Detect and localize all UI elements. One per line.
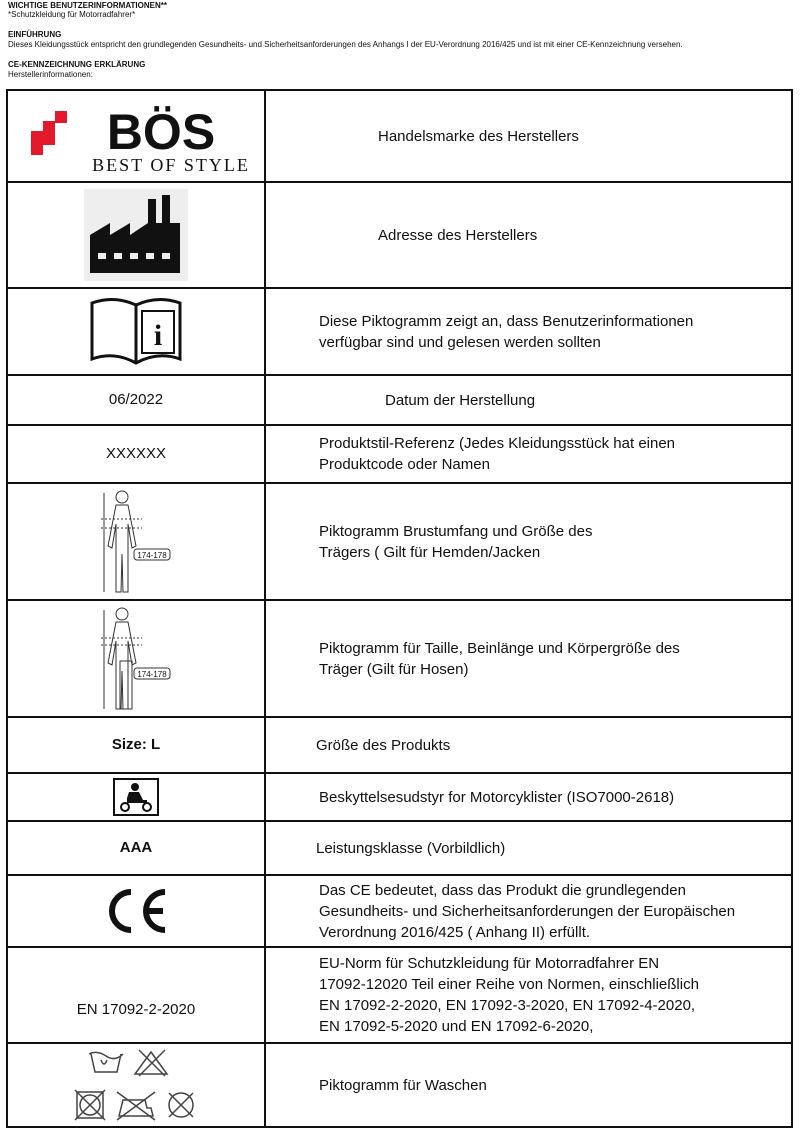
wash-cell [7, 1043, 265, 1127]
row-description-line: EU-Norm für Schutzkleidung für Motorradfahrer EN [319, 955, 660, 972]
row-description-line: Trägers ( Gilt für Hemden/Jacken [319, 543, 541, 561]
table-row [7, 947, 792, 1043]
motorcycle-cell [7, 773, 265, 821]
factory-cell [7, 182, 265, 288]
row-description-line: Gesundheits- und Sicherheitsanforderungen der Europäischen [319, 902, 736, 920]
row-description-line: EN 17092-5-2020 und EN 17092-6-2020, [319, 1018, 594, 1035]
svg-text:i: i [153, 318, 163, 352]
row-description: Größe des Produkts [265, 717, 792, 773]
row-description: Piktogramm für Waschen [265, 1043, 792, 1127]
table-row [7, 600, 792, 717]
intro-heading: EINFÜHRUNG [8, 30, 62, 39]
row-description: Datum der Herstellung [265, 375, 792, 425]
bos-logo [21, 99, 251, 173]
row-description-line: Diese Piktogramm zeigt an, dass Benutzerinformationen [319, 312, 694, 330]
norm-cell [7, 947, 265, 1043]
ce-heading: CE-KENNZEICHNUNG ERKLÄRUNG [8, 60, 146, 69]
wash-symbols-icon [71, 1048, 201, 1122]
en-norm: EN 17092-2-2020 [76, 1001, 196, 1018]
waist-size-pictogram [96, 605, 176, 713]
logo-tagline: BEST OF STYLE [92, 155, 250, 173]
row-description: Beskyttelsesudstyr for Motorcyklister (ISO7000-2618) [265, 773, 792, 821]
product-size: Size: L [111, 736, 161, 753]
row-description [265, 947, 792, 1043]
row-description: Leistungsklasse (Vorbildlich) [265, 821, 792, 875]
table-row [7, 773, 792, 821]
doc-title: WICHTIGE BENUTZERINFORMATIONEN** [8, 1, 167, 10]
table-row [7, 821, 792, 875]
manufacturer-info-label: Herstellerinformationen: [8, 70, 93, 79]
table-row [7, 875, 792, 947]
body-height-label: 174-178 [137, 550, 167, 560]
factory-icon [84, 189, 188, 281]
row-description-line: EN 17092-2-2020, EN 17092-3-2020, EN 17092-4-2020, [319, 997, 696, 1014]
performance-class: AAA [119, 839, 153, 856]
row-description-line: Das CE bedeutet, dass das Produkt die grundlegenden [319, 881, 686, 899]
class-cell [7, 821, 265, 875]
row-description-line: verfügbar sind und gelesen werden sollten [319, 333, 601, 351]
row-description [265, 288, 792, 375]
table-row [7, 1043, 792, 1127]
info-book-icon [88, 295, 184, 369]
row-description [265, 483, 792, 600]
row-description [265, 425, 792, 483]
waist-pictogram-cell [7, 600, 265, 717]
row-description-line: Piktogramm Brustumfang und Größe des [319, 522, 593, 540]
table-row [7, 425, 792, 483]
table-row [7, 717, 792, 773]
chest-size-pictogram [96, 488, 176, 596]
date-cell [7, 375, 265, 425]
manufacture-date: 06/2022 [108, 391, 164, 408]
style-reference: XXXXXX [105, 445, 167, 462]
reference-cell [7, 425, 265, 483]
row-description-line: 17092-12020 Teil einer Reihe von Normen, einschließlich [319, 976, 699, 993]
ce-mark-icon [103, 888, 169, 934]
row-description: Handelsmarke des Herstellers [265, 90, 792, 182]
ce-cell [7, 875, 265, 947]
logo-cell [7, 90, 265, 182]
row-description-line: Piktogramm für Taille, Beinlänge und Körpergröße des [319, 639, 680, 657]
doc-subtitle: *Schutzkleidung für Motorradfahrer* [8, 10, 136, 19]
table-row [7, 288, 792, 375]
ce-marking-table [6, 89, 793, 1128]
table-row [7, 483, 792, 600]
row-description-line: Produktcode oder Namen [319, 456, 490, 473]
row-description: Adresse des Herstellers [265, 182, 792, 288]
row-description-line: Produktstil-Referenz (Jedes Kleidungsstück hat einen [319, 435, 676, 452]
size-cell [7, 717, 265, 773]
intro-text: Dieses Kleidungsstück entspricht den grundlegenden Gesundheits- und Sicherheitsanforderungen des Anhangs I der EU-Verordnung 2016/425 und ist mit einer CE-Kennzeichnung versehen. [8, 40, 683, 49]
table-row [7, 182, 792, 288]
chest-pictogram-cell [7, 483, 265, 600]
row-description [265, 600, 792, 717]
motorcycle-icon [113, 778, 159, 816]
row-description-line: Verordnung 2016/425 ( Anhang II) erfüllt. [319, 923, 591, 941]
info-cell [7, 288, 265, 375]
body-height-label: 174-178 [137, 669, 167, 679]
row-description-line: Träger (Gilt für Hosen) [319, 660, 469, 678]
logo-brand-text: BÖS [106, 104, 216, 160]
table-row [7, 90, 792, 182]
table-row [7, 375, 792, 425]
row-description [265, 875, 792, 947]
